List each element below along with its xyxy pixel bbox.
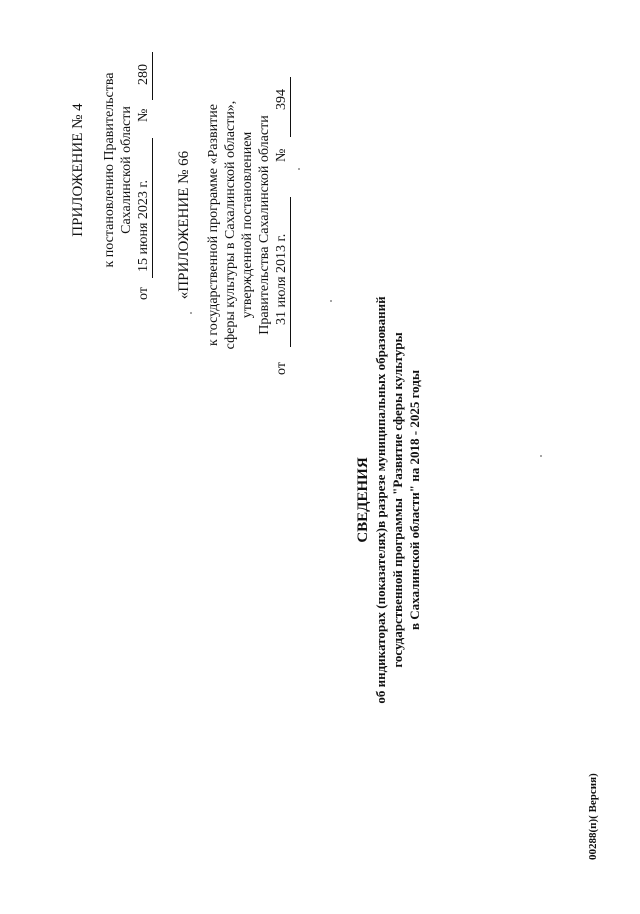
document-subtitle-line-3: в Сахалинской области" на 2018 - 2025 годы [407,369,422,631]
version-footer [587,740,603,860]
appendix-66-line-1: к государственной программе «Развитие [206,104,221,346]
document-title-block [355,290,445,710]
appendix-66-date: 31 июля 2013 г. [274,233,289,325]
appendix-66-date-underline [290,197,291,347]
scan-speck [190,312,192,314]
appendix-4-number-label: № [136,108,151,122]
appendix-66-block [176,75,306,375]
appendix-4-number-underline [152,52,153,100]
appendix-4-line-2: Сахалинской области [119,106,134,234]
appendix-4-date-underline [152,138,153,278]
appendix-4-line-1: к постановлению Правительства [102,72,117,268]
appendix-66-number-label: № [274,148,289,162]
appendix-66-title: «ПРИЛОЖЕНИЕ № 66 [176,150,192,300]
appendix-66-line-4: Правительства Сахалинской области [257,115,272,335]
document-subtitle-line-2: государственной программы "Развитие сферы культуры [390,332,405,668]
document-heading: СВЕДЕНИЯ [355,457,371,543]
scan-speck [298,168,300,170]
appendix-4-date: 15 июня 2023 г. [136,179,151,272]
appendix-4-from-label: от [136,287,151,300]
appendix-66-number: 394 [274,89,289,110]
appendix-66-line-3: утвержденной постановлением [240,131,255,319]
scan-speck [540,455,542,457]
scan-speck [330,300,332,302]
version-code: 00288(п)( Версия) [587,773,599,860]
appendix-66-line-2: сферы культуры в Сахалинской области», [223,100,238,350]
document-subtitle-line-1: об индикаторах (показателях)в разрезе муниципальных образований [373,296,388,704]
appendix-66-from-label: от [274,362,289,375]
appendix-4-title: ПРИЛОЖЕНИЕ № 4 [70,103,86,237]
appendix-4-number: 280 [136,64,151,85]
appendix-66-number-underline [290,77,291,137]
